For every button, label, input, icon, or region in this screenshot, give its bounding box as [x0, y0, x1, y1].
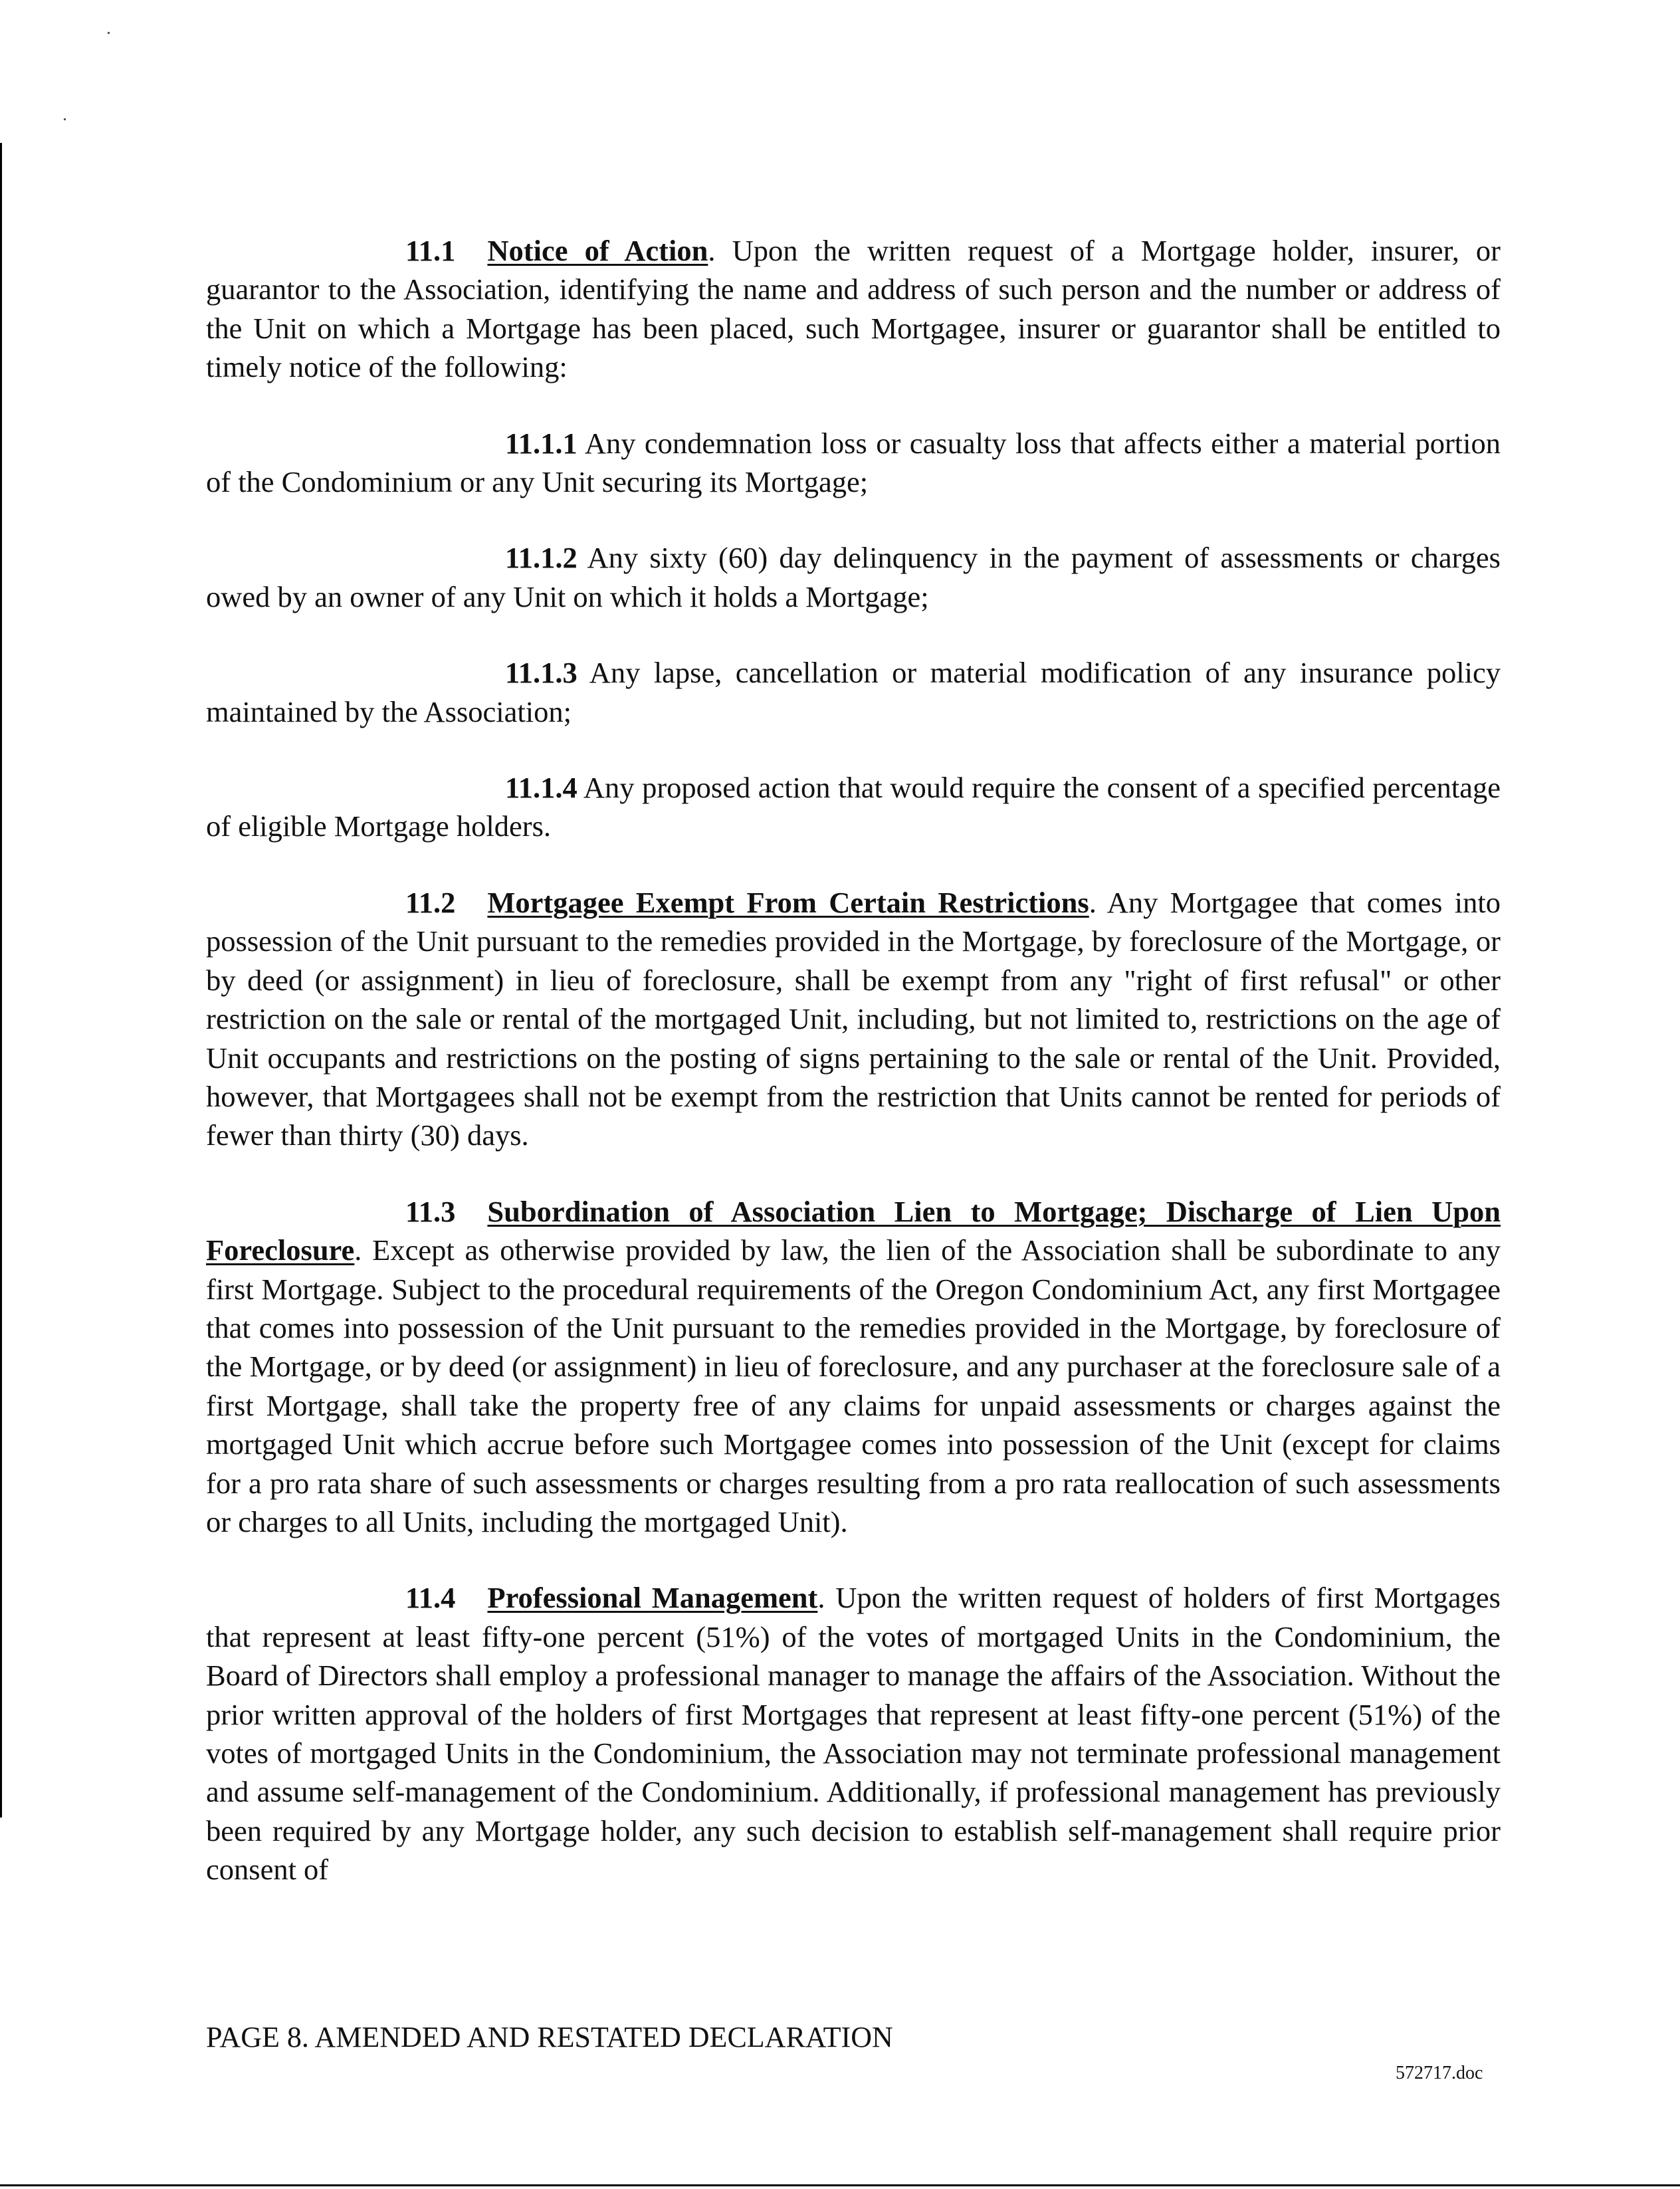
section-text: . Upon the written request of a Mortgage holder, insurer, or guarantor to the Association, identifying the name and address of such person and the number or address of the Unit on which a Mortgage has been placed, such Mortgagee, insurer or guarantor shall be entitled to timely notice of the following:: [206, 234, 1501, 384]
section-11-2: [206, 883, 1501, 1155]
page-footer-title: PAGE 8. AMENDED AND RESTATED DECLARATION: [206, 2021, 893, 2053]
section-heading: Notice of Action: [487, 234, 708, 267]
section-text: Any condemnation loss or casualty loss that affects either a material portion of the Condominium or any Unit securing its Mortgage;: [206, 426, 1501, 499]
section-text: Any lapse, cancellation or material modification of any insurance policy maintained by the Association;: [206, 656, 1501, 728]
scan-speck: [108, 32, 110, 34]
section-heading: Subordination of Association Lien to Mortgage; Discharge of Lien Upon Foreclosure: [206, 1194, 1501, 1267]
section-11-1-4: [206, 768, 1501, 846]
section-11-1: [206, 231, 1501, 387]
scan-left-edge: [0, 143, 2, 1818]
section-11-4: [206, 1578, 1501, 1889]
section-text: . Except as otherwise provided by law, the lien of the Association shall be subordinate to any first Mortgage. Subject to the procedural requirements of the Oregon Condominium Act, any first Mortgagee that comes into possession of the Unit pursuant to the remedies provided in the Mortgage, by foreclosure of the Mortgage, or by deed (or assignment) in lieu of foreclosure, and any purchaser at the foreclosure sale of a first Mortgage, shall take the property free of any claims for unpaid assessments or charges against the mortgaged Unit which accrue before such Mortgagee comes into possession of the Unit (except for claims for a pro rata share of such assessments or charges resulting from a pro rata reallocation of such assessments or charges to all Units, including the mortgaged Unit).: [206, 1233, 1501, 1538]
scan-speck: [64, 118, 66, 120]
section-number: 11.1: [405, 234, 456, 267]
section-heading: Professional Management: [487, 1581, 818, 1615]
section-number: 11.1.3: [505, 656, 578, 690]
section-number: 11.1.2: [505, 541, 578, 575]
section-11-1-2: [206, 538, 1501, 616]
section-11-1-1: [206, 424, 1501, 502]
section-11-3: [206, 1192, 1501, 1542]
section-text: Any proposed action that would require the consent of a specified percentage of eligible Mortgage holders.: [206, 771, 1501, 843]
section-heading: Mortgagee Exempt From Certain Restrictions: [487, 885, 1089, 919]
section-text: Any sixty (60) day delinquency in the payment of assessments or charges owed by an owner of any Unit on which it holds a Mortgage;: [206, 541, 1501, 613]
section-text: . Upon the written request of holders of first Mortgages that represent at least fifty-one percent (51%) of the votes of mortgaged Units in the Condominium, the Board of Directors shall employ a professional manager to manage the affairs of the Association. Without the prior written approval of the holders of first Mortgages that represent at least fifty-one percent (51%) of the votes of mortgaged Units in the Condominium, the Association may not terminate professional management and assume self-management of the Condominium. Additionally, if professional management has previously been required by any Mortgage holder, any such decision to establish self-management shall require prior consent of: [206, 1581, 1501, 1887]
section-number: 11.4: [405, 1581, 456, 1615]
document-body: [206, 231, 1501, 1889]
section-number: 11.3: [405, 1194, 456, 1228]
document-number: 572717.doc: [1396, 2063, 1483, 2083]
section-number: 11.2: [405, 885, 456, 919]
section-11-1-3: [206, 653, 1501, 731]
scan-bottom-edge: [0, 2184, 1680, 2186]
section-number: 11.1.4: [505, 771, 578, 805]
section-text: . Any Mortgagee that comes into possession of the Unit pursuant to the remedies provided in the Mortgage, by foreclosure of the Mortgage, or by deed (or assignment) in lieu of foreclosure, shall be exempt from any "right of first refusal" or other restriction on the sale or rental of the mortgaged Unit, including, but not limited to, restrictions on the age of Unit occupants and restrictions on the posting of signs pertaining to the sale or rental of the Unit. Provided, however, that Mortgagees shall not be exempt from the restriction that Units cannot be rented for periods of fewer than thirty (30) days.: [206, 885, 1501, 1152]
section-number: 11.1.1: [505, 426, 578, 460]
